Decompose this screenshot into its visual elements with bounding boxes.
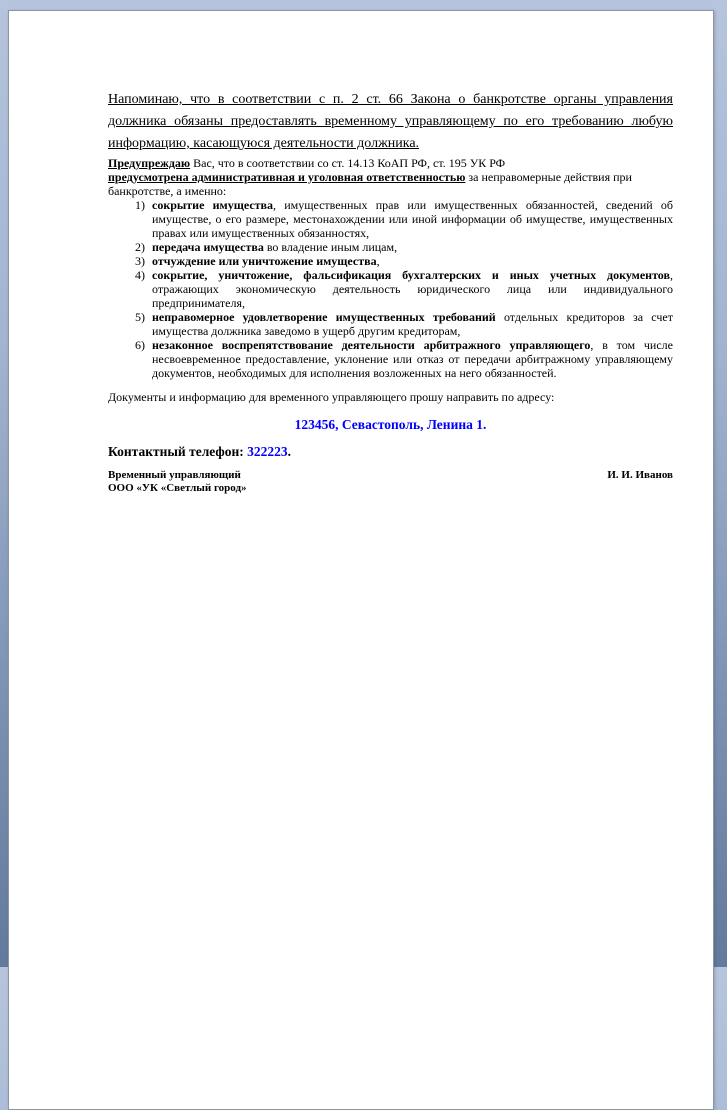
violation-rest: , имущественных прав или имущественных обязанностей, сведений об имуществе, о его размере, местонахождении или иной информации об имуществе, имущественных правах или имущественных обязанностях,: [152, 198, 673, 240]
warning-lead-bold: Предупреждаю: [108, 156, 191, 170]
violations-list: [108, 198, 673, 380]
violation-item-4: [108, 268, 673, 310]
signer-name: И. И. Иванов: [607, 469, 673, 481]
violation-bold: сокрытие, уничтожение, фальсификация бухгалтерских и иных учетных документов: [152, 268, 670, 282]
violation-rest: , в том числе несвоевременное предоставление, уклонение или отказ от передачи арбитражному управляющему документов, необходимых для исполнения возложенных на него обязанностей.: [152, 338, 673, 380]
warning-lead-rest: Вас, что в соответствии со ст. 14.13 КоАП РФ, ст. 195 УК РФ: [190, 156, 506, 170]
violation-item-3: [108, 254, 673, 268]
list-number: 5): [135, 310, 145, 324]
violation-bold: незаконное воспрепятствование деятельности арбитражного управляющего: [152, 338, 591, 352]
signature-left-column: [108, 469, 247, 495]
document-page[interactable]: [8, 10, 714, 1110]
violation-bold: передача имущества: [152, 240, 264, 254]
violation-item-2: [108, 240, 673, 254]
phone-label: Контактный телефон:: [108, 444, 248, 459]
violation-item-6: [108, 338, 673, 380]
violation-bold: сокрытие имущества: [152, 198, 274, 212]
warning-line2-rest: за неправомерные действия при банкротстве, а именно:: [108, 170, 632, 198]
violation-bold: неправомерное удовлетворение имущественных требований: [152, 310, 496, 324]
reminder-paragraph: Напоминаю, что в соответствии с п. 2 ст. 66 Закона о банкротстве органы управления должника обязаны предоставлять временному управляющему по его требованию любую информацию, касающуюся деятельности должника.: [108, 92, 673, 151]
warning-paragraph: [108, 156, 673, 198]
list-number: 1): [135, 198, 145, 212]
violation-rest: во владение иным лицам,: [263, 240, 398, 254]
signature-block: [108, 469, 673, 495]
contact-phone-line: [108, 444, 673, 460]
list-number: 3): [135, 254, 145, 268]
violation-bold: отчуждение или уничтожение имущества: [152, 254, 377, 268]
list-number: 2): [135, 240, 145, 254]
violation-rest: , отражающих экономическую деятельность юридического лица или индивидуального предпринимателя,: [152, 268, 673, 310]
warning-line2-bold: предусмотрена административная и уголовная ответственностью: [108, 170, 466, 184]
phone-period: .: [287, 444, 292, 459]
violation-rest: отдельных кредиторов за счет имущества должника заведомо в ущерб другим кредиторам,: [152, 310, 673, 338]
violation-item-5: [108, 310, 673, 338]
violation-rest: ,: [376, 254, 380, 268]
violation-item-1: [108, 198, 673, 240]
request-paragraph: Документы и информацию для временного управляющего прошу направить по адресу:: [108, 390, 555, 404]
mailing-address: 123456, Севастополь, Ленина 1.: [294, 417, 487, 432]
signer-company: ООО «УК «Светлый город»: [108, 482, 247, 494]
list-number: 4): [135, 268, 145, 282]
list-number: 6): [135, 338, 145, 352]
signer-role: Временный управляющий: [108, 469, 241, 481]
document-content: [9, 11, 713, 495]
phone-number: 322223: [247, 444, 288, 459]
